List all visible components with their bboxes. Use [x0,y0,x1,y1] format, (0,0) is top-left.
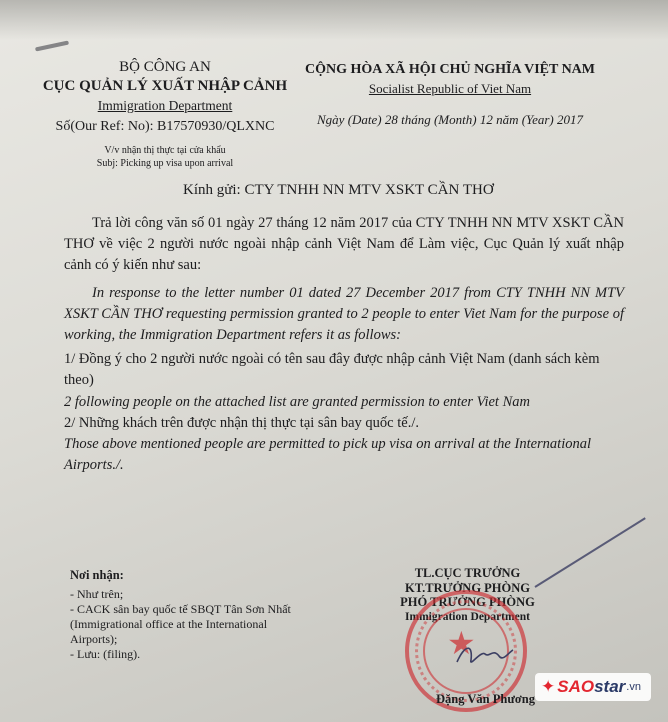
item-1-en: 2 following people on the attached list are granted permission to enter Viet Nam [64,394,530,410]
recipients-block [70,568,350,662]
recipients-line: - CACK sân bay quốc tế SBQT Tân Sơn Nhất [70,602,291,616]
recipients-line: Airports); [70,632,118,646]
signature-title-3: PHÓ TRƯỞNG PHÒNG [400,595,535,609]
document-date: Ngày (Date) 28 tháng (Month) 12 năm (Year) 2017 [317,112,583,127]
signature-scribble [455,640,515,670]
nation-name-en: Socialist Republic of Viet Nam [368,81,532,96]
watermark-part-2: star [594,677,626,696]
watermark-logo [535,673,651,701]
reference-number: Số(Our Ref: No): B17570930/QLXNC [55,119,275,134]
recipients-line: (Immigrational office at the International [70,617,268,631]
pen-mark [35,41,69,52]
item-2-en: Those above mentioned people are permitted to pick up visa on arrival at the International Airports./. [64,436,592,473]
recipients-title: Nơi nhận: [70,568,124,582]
department-name: CỤC QUẢN LÝ XUẤT NHẬP CẢNH [42,78,288,94]
signature-title-2: KT.TRƯỞNG PHÒNG [405,580,530,595]
ministry-name: BỘ CÔNG AN [119,59,211,75]
recipients-line: - Lưu: (filing). [70,647,141,661]
page-shadow [0,0,668,40]
header-left [40,58,290,170]
subject-vi: V/v nhận thị thực tại cửa khẩu [104,145,226,156]
watermark-part-1: SAO [557,677,595,696]
ink-stroke [534,517,645,588]
signature-title-1: TL.CỤC TRƯỞNG [414,566,521,580]
paragraph-1-en: In response to the letter number 01 dated 27 December 2017 from CTY TNHH NN MTV XSKT CẦN THƠ requesting permission granted to 2 people to enter Viet Nam for the purpose of working, the Immigration Department refers it as follows: [64,285,624,343]
header-right [300,60,600,129]
subject-en: Subj: Picking up visa upon arrival [96,158,234,169]
nation-name: CỘNG HÒA XÃ HỘI CHỦ NGHĨA VIỆT NAM [304,62,595,77]
signature-title-4: Immigration Department [405,610,530,623]
star-icon: ★ [447,625,476,661]
item-1-vi: 1/ Đồng ý cho 2 người nước ngoài có tên sau đây được nhập cảnh Việt Nam (danh sách kèm theo) [64,351,600,388]
recipients-line: - Như trên; [70,587,124,601]
department-name-en: Immigration Department [97,98,233,113]
star-icon: ✦ [541,677,556,696]
signer-name: Đặng Văn Phương [436,692,535,706]
item-2-vi: 2/ Những khách trên được nhận thị thực tại sân bay quốc tế./. [64,415,419,431]
paragraph-1-vi: Trả lời công văn số 01 ngày 27 tháng 12 năm 2017 của CTY TNHH NN MTV XSKT CẦN THƠ về việc 2 người nước ngoài nhập cảnh Việt Nam để Làm việc, Cục Quản lý xuất nhập cảnh có ý kiến như sau: [64,215,624,273]
recipient-line: Kính gửi: CTY TNHH NN MTV XSKT CẦN THƠ [183,182,494,198]
watermark-part-3: .vn [626,681,641,693]
